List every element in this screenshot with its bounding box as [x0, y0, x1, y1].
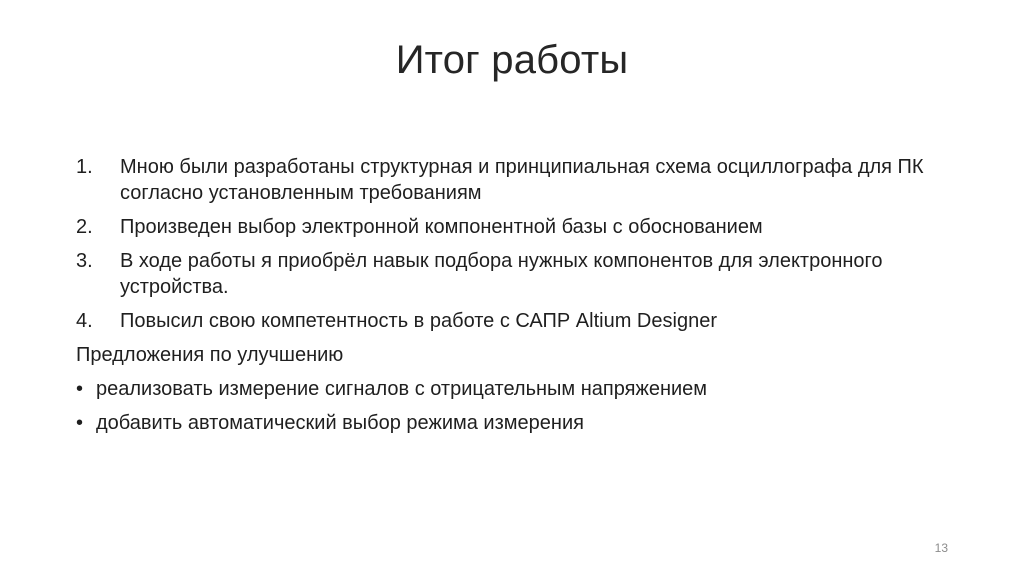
improvements-heading: Предложения по улучшению: [76, 344, 344, 366]
item-text: Мною были разработаны структурная и принципиальная схема осциллографа для ПК согласно установленным требованиям: [120, 156, 924, 204]
slide-content: [76, 154, 956, 444]
bullet-marker: •: [76, 378, 84, 400]
item-text: Повысил свою компетентность в работе с САПР Altium Designer: [120, 310, 717, 332]
item-number: 1.: [76, 156, 93, 178]
page-number: 13: [934, 541, 948, 555]
bullet-item-1: [76, 376, 956, 402]
item-text: В ходе работы я приобрёл навык подбора нужных компонентов для электронного устройства.: [120, 250, 883, 298]
slide-title: Итог работы: [395, 38, 629, 82]
numbered-item-3: [76, 248, 956, 300]
item-number: 3.: [76, 250, 93, 272]
item-number: 4.: [76, 310, 93, 332]
bullet-text: реализовать измерение сигналов с отрицательным напряжением: [96, 378, 708, 400]
numbered-item-4: [76, 308, 956, 334]
bullet-item-2: [76, 410, 956, 436]
bullet-marker: •: [76, 412, 84, 434]
item-text: Произведен выбор электронной компонентной базы с обоснованием: [120, 216, 763, 238]
numbered-item-1: [76, 154, 956, 206]
bullet-text: добавить автоматический выбор режима измерения: [96, 412, 584, 434]
numbered-item-2: [76, 214, 956, 240]
item-number: 2.: [76, 216, 93, 238]
